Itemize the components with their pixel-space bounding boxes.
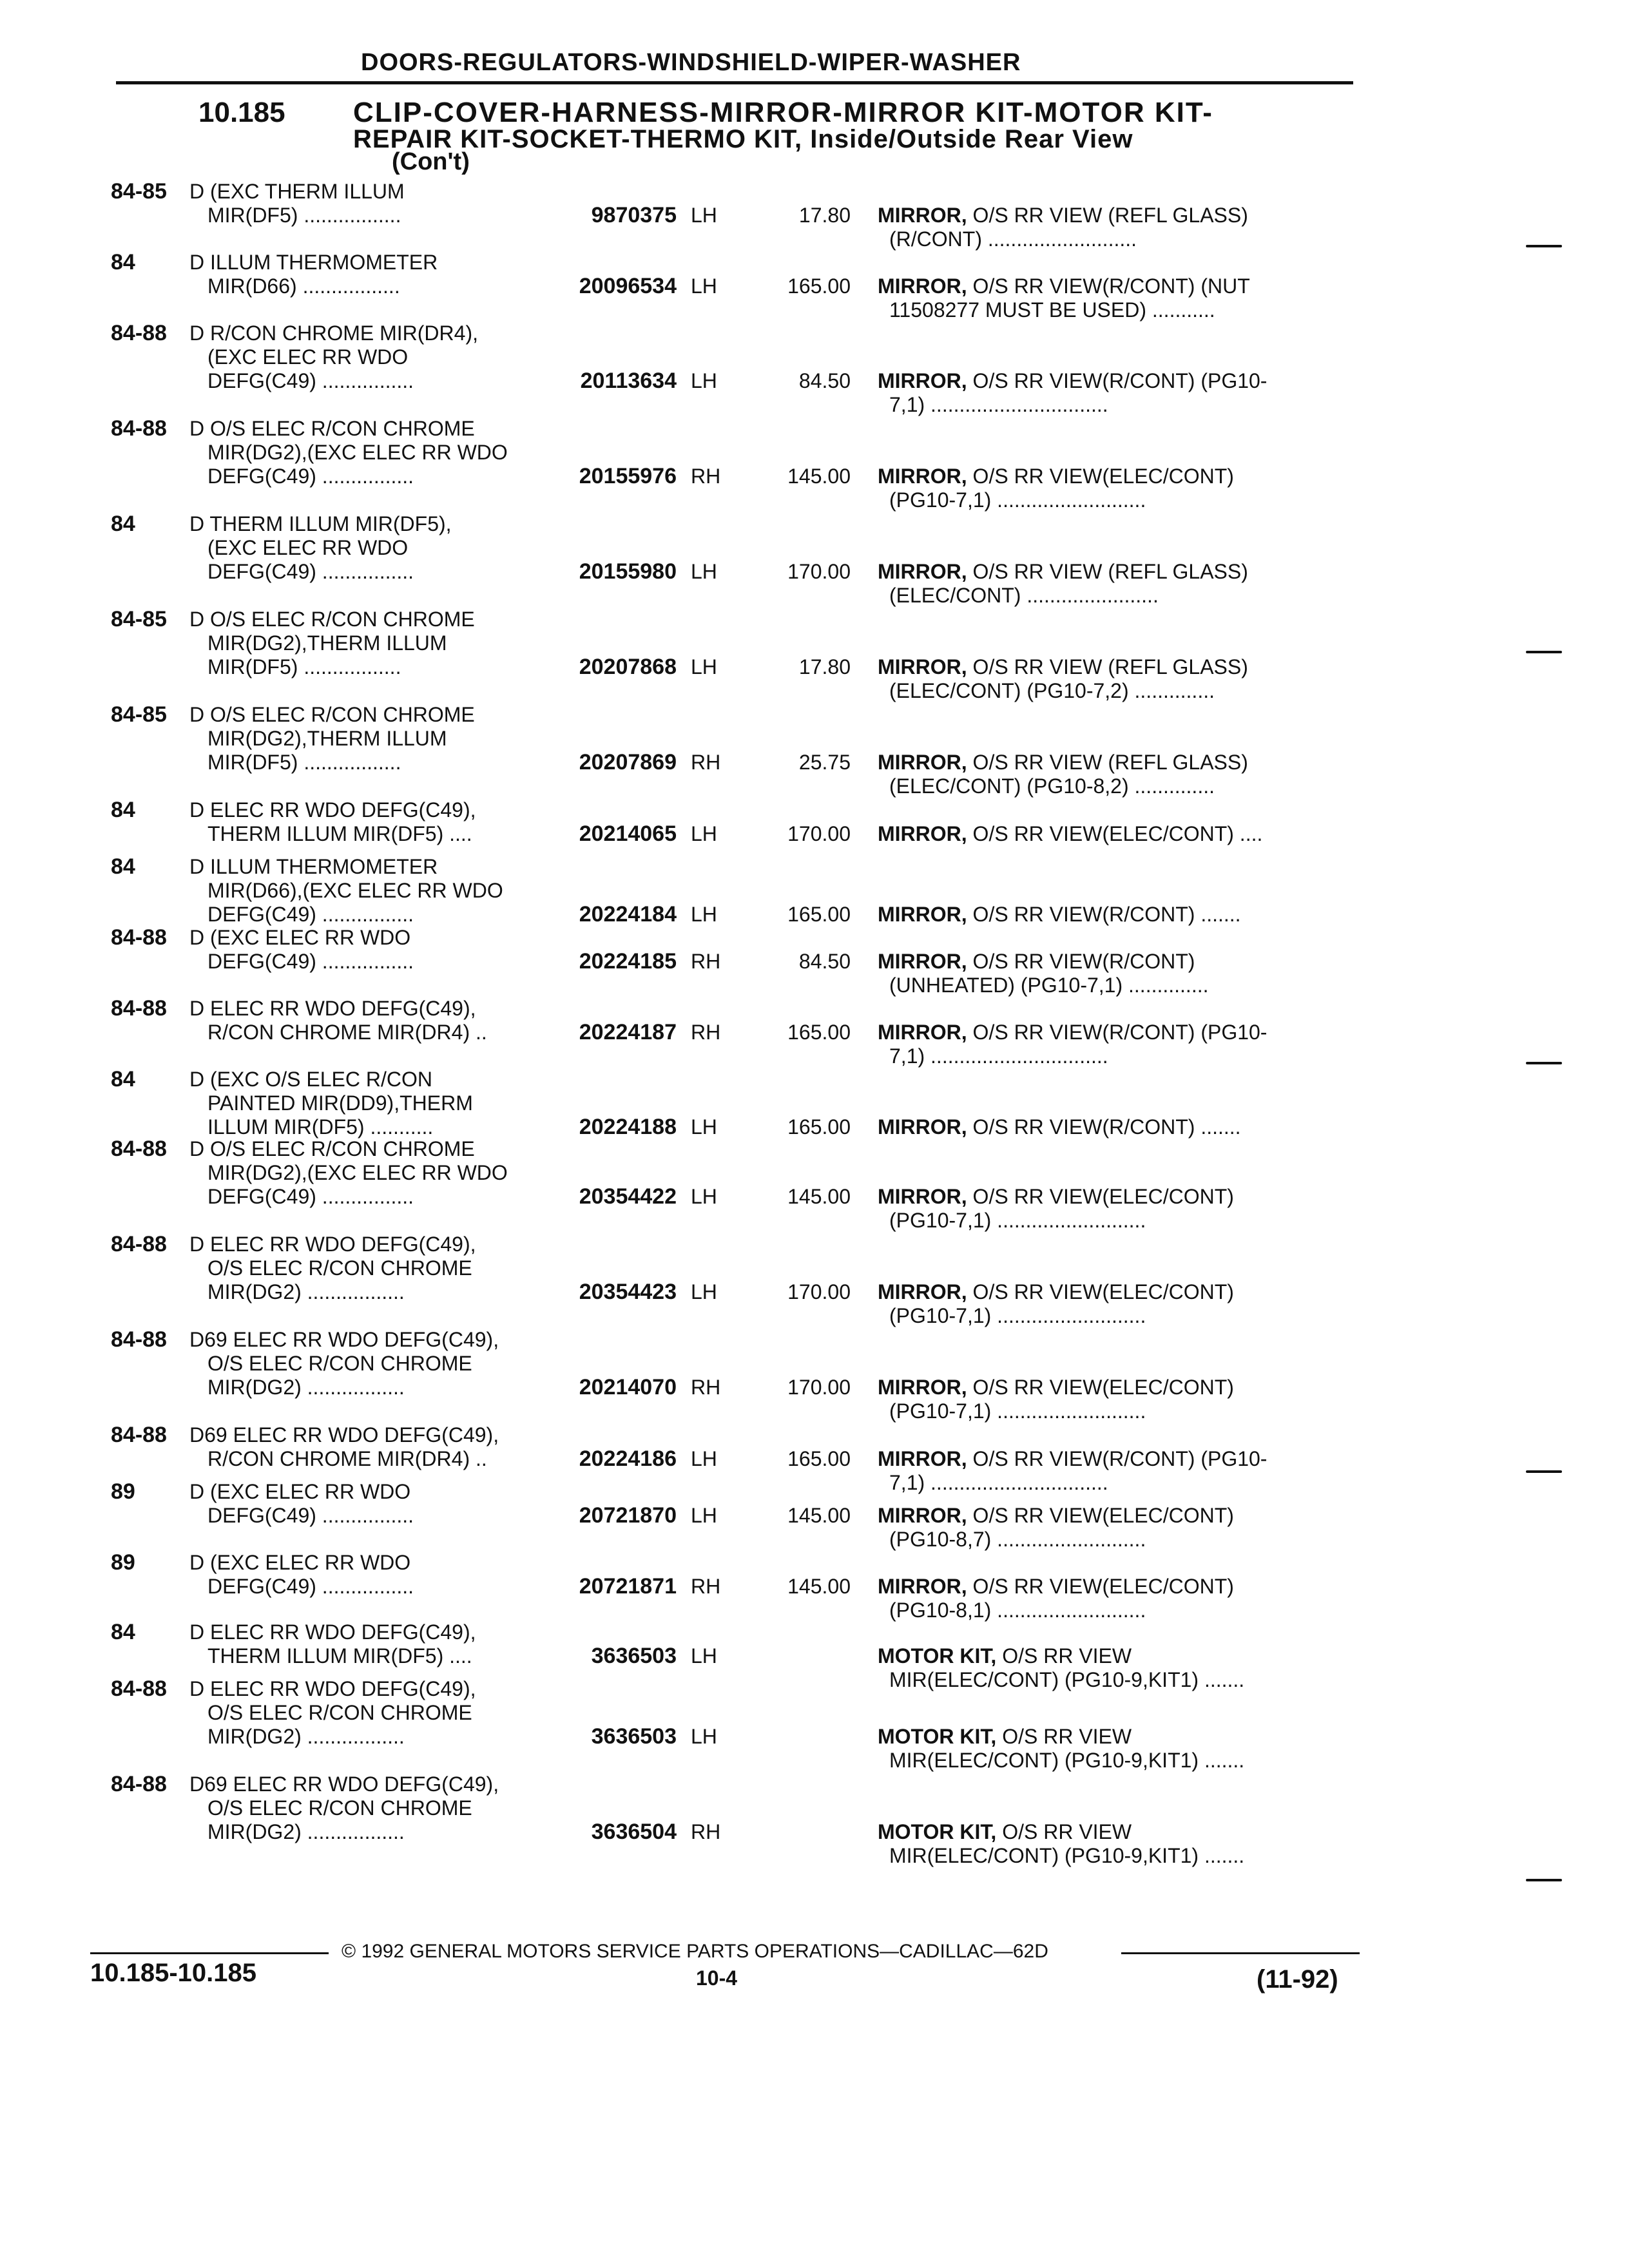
side-indicator: RH [691, 465, 721, 488]
margin-mark [1526, 1879, 1562, 1881]
usage-description-line: MIR(D66) ................. [207, 274, 400, 298]
side-indicator: LH [691, 1115, 717, 1139]
usage-description-line: MIR(DF5) ................. [207, 751, 401, 774]
part-name-detail: O/S RR VIEW(R/CONT) (NUT [972, 274, 1250, 298]
usage-description-line: DEFG(C49) ................ [207, 1185, 414, 1208]
part-name-detail: O/S RR VIEW(R/CONT) ....... [972, 1115, 1241, 1139]
usage-description-line: D ELEC RR WDO DEFG(C49), [189, 1620, 476, 1644]
usage-description-line: DEFG(C49) ................ [207, 950, 414, 973]
usage-description-line: D ILLUM THERMOMETER [189, 855, 438, 878]
usage-description-line: MIR(DG2),THERM ILLUM [207, 631, 447, 655]
usage-description-line: MIR(DG2),(EXC ELEC RR WDO [207, 1161, 508, 1184]
part-number: 20224186 [579, 1446, 677, 1471]
side-indicator: LH [691, 560, 717, 583]
side-indicator: LH [691, 274, 717, 298]
list-price: 84.50 [798, 369, 851, 392]
side-indicator: LH [691, 1725, 717, 1748]
part-name-detail: O/S RR VIEW (REFL GLASS) [972, 204, 1248, 227]
part-number: 3636503 [591, 1724, 677, 1749]
model-years: 84-88 [111, 1772, 167, 1796]
part-number: 20155976 [579, 464, 677, 488]
side-indicator: LH [691, 369, 717, 392]
part-name-continuation: MIR(ELEC/CONT) (PG10-9,KIT1) ....... [889, 1668, 1245, 1691]
side-indicator: LH [691, 1504, 717, 1527]
side-indicator: LH [691, 1644, 717, 1667]
part-number: 9870375 [591, 203, 677, 227]
model-years: 84-88 [111, 321, 167, 345]
part-name [878, 1503, 1234, 1528]
usage-description-line: D ELEC RR WDO DEFG(C49), [189, 798, 476, 822]
part-name [878, 369, 1267, 393]
margin-mark [1526, 1062, 1562, 1064]
usage-description-line: D O/S ELEC R/CON CHROME [189, 417, 475, 440]
side-indicator: LH [691, 822, 717, 845]
model-years: 84-88 [111, 416, 167, 441]
side-indicator: LH [691, 204, 717, 227]
part-name-detail: O/S RR VIEW [1002, 1725, 1132, 1748]
model-years: 89 [111, 1479, 135, 1504]
part-name-detail: O/S RR VIEW(ELEC/CONT) [972, 1280, 1234, 1303]
part-name-continuation: 7,1) ............................... [889, 1471, 1108, 1494]
usage-description-line: D ILLUM THERMOMETER [189, 251, 438, 274]
part-number: 20354423 [579, 1280, 677, 1304]
part-name [878, 902, 1241, 927]
list-price: 145.00 [787, 465, 851, 488]
part-number: 20207868 [579, 655, 677, 679]
part-number: 3636504 [591, 1820, 677, 1844]
part-name-continuation: (PG10-8,7) .......................... [889, 1528, 1146, 1551]
part-number: 20096534 [579, 274, 677, 298]
usage-description-line: MIR(DG2),(EXC ELEC RR WDO [207, 441, 508, 464]
part-name-detail: O/S RR VIEW(R/CONT) [972, 950, 1195, 973]
part-number: 20207869 [579, 750, 677, 774]
footer-section-ref: 10.185-10.185 [90, 1959, 257, 1987]
usage-description-line: THERM ILLUM MIR(DF5) .... [207, 822, 472, 845]
part-number: 20354422 [579, 1184, 677, 1209]
part-name-keyword: MIRROR, [878, 1115, 967, 1139]
header-rule [116, 81, 1353, 84]
part-name-detail: O/S RR VIEW (REFL GLASS) [972, 560, 1248, 583]
part-name [878, 1184, 1234, 1209]
list-price: 145.00 [787, 1504, 851, 1527]
page-header-title: DOORS-REGULATORS-WINDSHIELD-WIPER-WASHER [361, 49, 1021, 76]
usage-description-line: D (EXC ELEC RR WDO [189, 926, 411, 949]
part-name-continuation: 11508277 MUST BE USED) ........... [889, 298, 1215, 322]
part-name [878, 1644, 1132, 1668]
part-name-keyword: MIRROR, [878, 1185, 967, 1208]
model-years: 84 [111, 1620, 135, 1644]
usage-description-line: DEFG(C49) ................ [207, 465, 414, 488]
part-name [878, 655, 1248, 679]
part-number: 20721870 [579, 1503, 677, 1528]
part-name-continuation: (ELEC/CONT) (PG10-7,2) .............. [889, 679, 1215, 702]
part-name [878, 1115, 1241, 1139]
part-name-keyword: MOTOR KIT, [878, 1820, 997, 1843]
part-name-continuation: (UNHEATED) (PG10-7,1) .............. [889, 974, 1209, 997]
part-name-continuation: (PG10-8,1) .......................... [889, 1599, 1146, 1622]
part-number: 20214070 [579, 1375, 677, 1399]
part-name-keyword: MIRROR, [878, 1376, 967, 1399]
usage-description-line: O/S ELEC R/CON CHROME [207, 1701, 472, 1724]
list-price: 165.00 [787, 903, 851, 926]
list-price: 17.80 [798, 204, 851, 227]
side-indicator: RH [691, 1575, 721, 1598]
side-indicator: LH [691, 655, 717, 678]
part-name-detail: O/S RR VIEW(ELEC/CONT) [972, 465, 1234, 488]
part-name [878, 1574, 1234, 1599]
part-name-keyword: MIRROR, [878, 274, 967, 298]
usage-description-line: D O/S ELEC R/CON CHROME [189, 703, 475, 726]
usage-description-line: MIR(DG2),THERM ILLUM [207, 727, 447, 750]
part-name-detail: O/S RR VIEW(ELEC/CONT) .... [972, 822, 1263, 845]
list-price: 145.00 [787, 1575, 851, 1598]
side-indicator: RH [691, 1376, 721, 1399]
part-name-continuation: MIR(ELEC/CONT) (PG10-9,KIT1) ....... [889, 1844, 1245, 1867]
part-number: 20721871 [579, 1574, 677, 1599]
part-name-detail: O/S RR VIEW(R/CONT) (PG10- [972, 1021, 1268, 1044]
section-number: 10.185 [198, 97, 285, 128]
list-price: 165.00 [787, 1447, 851, 1470]
usage-description-line: R/CON CHROME MIR(DR4) .. [207, 1021, 487, 1044]
model-years: 84-85 [111, 607, 167, 631]
list-price: 170.00 [787, 822, 851, 845]
part-name [878, 203, 1248, 227]
side-indicator: RH [691, 1820, 721, 1843]
section-title-line-3: (Con't) [392, 148, 470, 175]
usage-description-line: THERM ILLUM MIR(DF5) .... [207, 1644, 472, 1667]
usage-description-line: O/S ELEC R/CON CHROME [207, 1352, 472, 1375]
part-name-keyword: MIRROR, [878, 1504, 967, 1527]
part-name [878, 559, 1248, 584]
part-name-keyword: MIRROR, [878, 950, 967, 973]
usage-description-line: DEFG(C49) ................ [207, 369, 414, 392]
list-price: 145.00 [787, 1185, 851, 1208]
margin-mark [1526, 651, 1562, 653]
part-name-detail: O/S RR VIEW(R/CONT) ....... [972, 903, 1241, 926]
part-name-continuation: (R/CONT) .......................... [889, 227, 1137, 251]
part-name [878, 1820, 1132, 1844]
part-name [878, 1280, 1234, 1304]
model-years: 84-88 [111, 1232, 167, 1256]
part-name-detail: O/S RR VIEW(ELEC/CONT) [972, 1185, 1234, 1208]
part-name-keyword: MOTOR KIT, [878, 1725, 997, 1748]
part-name-detail: O/S RR VIEW [1002, 1820, 1132, 1843]
usage-description-line: DEFG(C49) ................ [207, 903, 414, 926]
list-price: 25.75 [798, 751, 851, 774]
part-name [878, 949, 1195, 974]
side-indicator: LH [691, 903, 717, 926]
margin-mark [1526, 1470, 1562, 1473]
part-name-keyword: MIRROR, [878, 655, 967, 678]
side-indicator: RH [691, 950, 721, 973]
section-title-line-1: CLIP-COVER-HARNESS-MIRROR-MIRROR KIT-MOTOR KIT- [353, 97, 1213, 128]
part-name [878, 750, 1248, 774]
part-number: 20224187 [579, 1020, 677, 1044]
model-years: 84 [111, 250, 135, 274]
part-name-detail: O/S RR VIEW(ELEC/CONT) [972, 1376, 1234, 1399]
part-name-continuation: (ELEC/CONT) (PG10-8,2) .............. [889, 774, 1215, 798]
usage-description-line: D O/S ELEC R/CON CHROME [189, 1137, 475, 1160]
usage-description-line: MIR(DG2) ................. [207, 1725, 405, 1748]
part-name-keyword: MIRROR, [878, 1280, 967, 1303]
usage-description-line: (EXC ELEC RR WDO [207, 536, 409, 559]
usage-description-line: D (EXC ELEC RR WDO [189, 1551, 411, 1574]
model-years: 84 [111, 798, 135, 822]
usage-description-line: D R/CON CHROME MIR(DR4), [189, 322, 478, 345]
usage-description-line: O/S ELEC R/CON CHROME [207, 1256, 472, 1280]
list-price: 17.80 [798, 655, 851, 678]
model-years: 89 [111, 1550, 135, 1575]
model-years: 84-88 [111, 1137, 167, 1161]
usage-description-line: DEFG(C49) ................ [207, 1504, 414, 1527]
part-name-keyword: MIRROR, [878, 822, 967, 845]
usage-description-line: DEFG(C49) ................ [207, 1575, 414, 1598]
usage-description-line: MIR(DG2) ................. [207, 1280, 405, 1303]
part-name-keyword: MIRROR, [878, 1575, 967, 1598]
part-name-continuation: (ELEC/CONT) ....................... [889, 584, 1159, 607]
part-number: 20224184 [579, 902, 677, 927]
part-name-keyword: MIRROR, [878, 204, 967, 227]
part-name-detail: O/S RR VIEW (REFL GLASS) [972, 655, 1248, 678]
part-name-continuation: (PG10-7,1) .......................... [889, 1209, 1146, 1232]
model-years: 84-88 [111, 1677, 167, 1701]
usage-description-line: MIR(D66),(EXC ELEC RR WDO [207, 879, 503, 902]
usage-description-line: PAINTED MIR(DD9),THERM [207, 1091, 473, 1115]
usage-description-line: ILLUM MIR(DF5) ........... [207, 1115, 434, 1139]
part-name-continuation: 7,1) ............................... [889, 1044, 1108, 1068]
model-years: 84 [111, 512, 135, 536]
footer-rule-left [90, 1952, 329, 1954]
part-name-continuation: 7,1) ............................... [889, 393, 1108, 416]
model-years: 84-85 [111, 179, 167, 204]
part-name-continuation: (PG10-7,1) .......................... [889, 1304, 1146, 1327]
part-name [878, 1724, 1132, 1749]
footer-page-number: 10-4 [696, 1966, 738, 1990]
usage-description-line: D69 ELEC RR WDO DEFG(C49), [189, 1423, 499, 1446]
part-name [878, 1446, 1267, 1471]
side-indicator: LH [691, 1185, 717, 1208]
list-price: 170.00 [787, 560, 851, 583]
part-number: 20214065 [579, 822, 677, 846]
part-number: 20224188 [579, 1115, 677, 1139]
model-years: 84-85 [111, 702, 167, 727]
part-name-keyword: MIRROR, [878, 369, 967, 392]
usage-description-line: D69 ELEC RR WDO DEFG(C49), [189, 1328, 499, 1351]
part-name-keyword: MIRROR, [878, 560, 967, 583]
usage-description-line: D (EXC THERM ILLUM [189, 180, 405, 203]
usage-description-line: D ELEC RR WDO DEFG(C49), [189, 997, 476, 1020]
part-number: 20113634 [580, 369, 677, 393]
usage-description-line: MIR(DG2) ................. [207, 1820, 405, 1843]
usage-description-line: O/S ELEC R/CON CHROME [207, 1796, 472, 1820]
list-price: 84.50 [798, 950, 851, 973]
part-name-detail: O/S RR VIEW [1002, 1644, 1132, 1667]
side-indicator: LH [691, 1447, 717, 1470]
part-name-keyword: MIRROR, [878, 465, 967, 488]
usage-description-line: MIR(DG2) ................. [207, 1376, 405, 1399]
part-name-detail: O/S RR VIEW (REFL GLASS) [972, 751, 1248, 774]
part-name-detail: O/S RR VIEW(ELEC/CONT) [972, 1575, 1234, 1598]
part-name [878, 274, 1250, 298]
part-name-continuation: (PG10-7,1) .......................... [889, 1399, 1146, 1423]
usage-description-line: MIR(DF5) ................. [207, 204, 401, 227]
usage-description-line: D ELEC RR WDO DEFG(C49), [189, 1233, 476, 1256]
part-name-detail: O/S RR VIEW(ELEC/CONT) [972, 1504, 1234, 1527]
part-name-detail: O/S RR VIEW(R/CONT) (PG10- [972, 1447, 1268, 1470]
part-name [878, 1375, 1234, 1399]
model-years: 84 [111, 1067, 135, 1091]
part-name-detail: O/S RR VIEW(R/CONT) (PG10- [972, 369, 1268, 392]
usage-description-line: MIR(DF5) ................. [207, 655, 401, 678]
list-price: 165.00 [787, 1021, 851, 1044]
footer-copyright: © 1992 GENERAL MOTORS SERVICE PARTS OPERATIONS—CADILLAC—62D [342, 1941, 1048, 1962]
part-name [878, 822, 1262, 846]
footer-rule-right [1121, 1952, 1360, 1954]
model-years: 84 [111, 854, 135, 879]
part-number: 20224185 [579, 949, 677, 974]
list-price: 170.00 [787, 1280, 851, 1303]
part-name-keyword: MIRROR, [878, 903, 967, 926]
usage-description-line: D O/S ELEC R/CON CHROME [189, 608, 475, 631]
model-years: 84-88 [111, 925, 167, 950]
part-number: 3636503 [591, 1644, 677, 1668]
usage-description-line: D (EXC ELEC RR WDO [189, 1480, 411, 1503]
side-indicator: RH [691, 751, 721, 774]
part-name-keyword: MIRROR, [878, 1021, 967, 1044]
part-name [878, 1020, 1267, 1044]
model-years: 84-88 [111, 1423, 167, 1447]
usage-description-line: D (EXC O/S ELEC R/CON [189, 1068, 432, 1091]
usage-description-line: D THERM ILLUM MIR(DF5), [189, 512, 452, 535]
side-indicator: LH [691, 1280, 717, 1303]
part-name-keyword: MOTOR KIT, [878, 1644, 997, 1667]
model-years: 84-88 [111, 996, 167, 1021]
usage-description-line: R/CON CHROME MIR(DR4) .. [207, 1447, 487, 1470]
usage-description-line: D ELEC RR WDO DEFG(C49), [189, 1677, 476, 1700]
usage-description-line: D69 ELEC RR WDO DEFG(C49), [189, 1773, 499, 1796]
footer-date: (11-92) [1257, 1965, 1338, 1994]
list-price: 165.00 [787, 274, 851, 298]
usage-description-line: DEFG(C49) ................ [207, 560, 414, 583]
margin-mark [1526, 245, 1562, 247]
part-number: 20155980 [579, 559, 677, 584]
part-name-continuation: MIR(ELEC/CONT) (PG10-9,KIT1) ....... [889, 1749, 1245, 1772]
model-years: 84-88 [111, 1327, 167, 1352]
part-name-keyword: MIRROR, [878, 1447, 967, 1470]
list-price: 170.00 [787, 1376, 851, 1399]
side-indicator: RH [691, 1021, 721, 1044]
part-name-keyword: MIRROR, [878, 751, 967, 774]
part-name [878, 464, 1234, 488]
usage-description-line: (EXC ELEC RR WDO [207, 345, 409, 369]
section-title-line-2: REPAIR KIT-SOCKET-THERMO KIT, Inside/Outside Rear View [353, 125, 1133, 153]
part-name-continuation: (PG10-7,1) .......................... [889, 488, 1146, 512]
list-price: 165.00 [787, 1115, 851, 1139]
